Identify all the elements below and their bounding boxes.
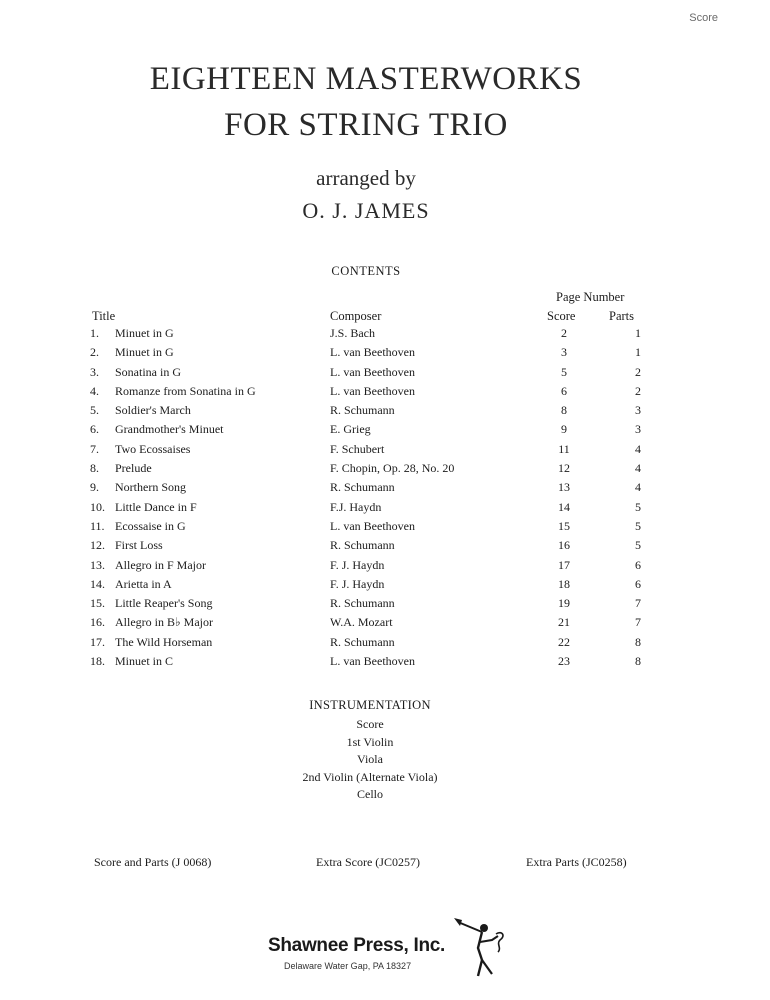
arranger-name: O. J. JAMES <box>302 198 430 223</box>
piece-parts-page: 4 <box>635 461 641 476</box>
piece-parts-page: 3 <box>635 422 641 437</box>
title-line-1: EIGHTEEN MASTERWORKS <box>149 61 583 97</box>
contents-row <box>0 403 770 422</box>
piece-score-page: 2 <box>561 326 567 340</box>
piece-parts-page: 6 <box>635 576 641 591</box>
contents-row <box>0 500 770 519</box>
contents-row <box>0 615 770 634</box>
piece-number: 13. <box>90 557 105 572</box>
instrumentation-item: 1st Violin <box>346 734 394 749</box>
arranged-by-label: arranged by <box>316 166 416 190</box>
piece-score-page: 16 <box>558 538 570 553</box>
piece-number: 11. <box>90 518 105 533</box>
piece-parts-page: 5 <box>635 538 641 553</box>
piece-title: Ecossaise in G <box>115 518 186 533</box>
piece-composer: J.S. Bach <box>330 326 375 340</box>
column-header-score: Score <box>547 309 576 323</box>
instrumentation-list <box>234 716 506 804</box>
edition-score-and-parts: Score and Parts (J 0068) <box>94 855 212 869</box>
piece-title: Minuet in G <box>115 345 174 360</box>
piece-parts-page: 4 <box>635 441 641 456</box>
piece-composer: L. van Beethoven <box>330 364 415 379</box>
piece-parts-page: 5 <box>635 499 641 514</box>
piece-composer: L. van Beethoven <box>330 345 415 360</box>
publisher-address: Delaware Water Gap, PA 18327 <box>284 961 412 971</box>
instrumentation-item: 2nd Violin (Alternate Viola) <box>302 769 438 784</box>
piece-title: Arietta in A <box>115 576 172 591</box>
piece-title: First Loss <box>115 538 163 553</box>
piece-number: 18. <box>90 654 105 669</box>
edition-extra-parts: Extra Parts (JC0258) <box>526 855 627 869</box>
piece-number: 12. <box>90 538 105 553</box>
piece-number: 2. <box>90 345 99 360</box>
piece-title: Allegro in B♭ Major <box>115 615 213 630</box>
book-title <box>0 56 732 148</box>
piece-title: Minuet in C <box>115 654 174 669</box>
piece-number: 8. <box>90 461 99 476</box>
piece-composer: F.J. Haydn <box>330 499 382 514</box>
contents-row <box>0 326 770 345</box>
piece-title: Prelude <box>115 461 152 476</box>
piece-score-page: 15 <box>558 518 570 533</box>
instrumentation-heading: INSTRUMENTATION <box>309 698 431 712</box>
piece-title: Grandmother's Minuet <box>115 422 224 437</box>
piece-composer: L. van Beethoven <box>330 654 415 669</box>
piece-composer: F. Schubert <box>330 441 385 456</box>
piece-title: Northern Song <box>115 480 186 495</box>
piece-number: 1. <box>90 326 99 340</box>
contents-row <box>0 538 770 557</box>
piece-number: 16. <box>90 615 105 630</box>
piece-title: Allegro in F Major <box>115 557 206 572</box>
piece-composer: R. Schumann <box>330 403 395 418</box>
contents-list <box>0 326 770 673</box>
instrumentation-item: Score <box>356 717 384 731</box>
piece-parts-page: 1 <box>635 345 641 360</box>
piece-composer: F. Chopin, Op. 28, No. 20 <box>330 461 455 476</box>
piece-score-page: 17 <box>558 557 570 572</box>
column-header-parts: Parts <box>609 309 634 323</box>
piece-parts-page: 7 <box>635 615 641 630</box>
piece-parts-page: 8 <box>635 634 641 649</box>
piece-composer: R. Schumann <box>330 480 395 495</box>
contents-row <box>0 577 770 596</box>
piece-number: 7. <box>90 441 99 456</box>
piece-parts-page: 7 <box>635 596 641 611</box>
piece-title: Romanze from Sonatina in G <box>115 383 256 398</box>
piece-score-page: 22 <box>558 634 570 649</box>
piece-title: Soldier's March <box>115 403 191 418</box>
contents-row <box>0 635 770 654</box>
piece-number: 15. <box>90 596 105 611</box>
piece-title: The Wild Horseman <box>115 634 213 649</box>
piece-composer: E. Grieg <box>330 422 371 437</box>
corner-tag: Score <box>689 12 718 24</box>
piece-parts-page: 4 <box>635 480 641 495</box>
piece-number: 4. <box>90 383 99 398</box>
piece-number: 9. <box>90 480 99 495</box>
piece-title: Two Ecossaises <box>115 441 191 456</box>
contents-row <box>0 596 770 615</box>
piece-title: Little Dance in F <box>115 499 197 514</box>
piece-score-page: 19 <box>558 596 570 611</box>
piece-parts-page: 5 <box>635 518 641 533</box>
piece-parts-page: 2 <box>635 364 641 379</box>
piece-score-page: 13 <box>558 480 570 495</box>
column-header-composer: Composer <box>330 309 382 323</box>
piece-composer: R. Schumann <box>330 634 395 649</box>
contents-heading: CONTENTS <box>331 264 401 278</box>
contents-row <box>0 480 770 499</box>
piece-score-page: 23 <box>558 654 570 669</box>
publisher-name: Shawnee Press, Inc. <box>268 935 445 956</box>
piece-number: 6. <box>90 422 99 437</box>
edition-extra-score: Extra Score (JC0257) <box>316 855 420 869</box>
contents-row <box>0 422 770 441</box>
trumpeter-icon <box>452 918 508 978</box>
piece-score-page: 8 <box>561 403 567 418</box>
piece-number: 3. <box>90 364 99 379</box>
instrumentation-item: Cello <box>357 787 383 801</box>
contents-row <box>0 461 770 480</box>
contents-row <box>0 654 770 673</box>
piece-score-page: 5 <box>561 364 567 379</box>
page-number-heading: Page Number <box>556 290 625 304</box>
piece-composer: F. J. Haydn <box>330 557 385 572</box>
piece-score-page: 11 <box>558 441 570 456</box>
piece-number: 10. <box>90 499 105 514</box>
piece-score-page: 21 <box>558 615 570 630</box>
piece-composer: R. Schumann <box>330 538 395 553</box>
contents-row <box>0 442 770 461</box>
piece-composer: W.A. Mozart <box>330 615 393 630</box>
piece-score-page: 12 <box>558 461 570 476</box>
piece-composer: L. van Beethoven <box>330 383 415 398</box>
piece-parts-page: 1 <box>635 326 641 340</box>
piece-composer: F. J. Haydn <box>330 576 385 591</box>
piece-title: Minuet in G <box>115 326 174 340</box>
piece-parts-page: 2 <box>635 383 641 398</box>
piece-parts-page: 6 <box>635 557 641 572</box>
title-line-2: FOR STRING TRIO <box>224 107 508 143</box>
piece-title: Sonatina in G <box>115 364 181 379</box>
column-header-title: Title <box>92 309 116 323</box>
piece-score-page: 9 <box>561 422 567 437</box>
contents-row <box>0 519 770 538</box>
piece-number: 17. <box>90 634 105 649</box>
contents-row <box>0 384 770 403</box>
piece-number: 14. <box>90 576 105 591</box>
instrumentation-item: Viola <box>357 752 383 766</box>
piece-score-page: 6 <box>561 383 567 398</box>
contents-row <box>0 365 770 384</box>
piece-parts-page: 3 <box>635 403 641 418</box>
piece-composer: R. Schumann <box>330 596 395 611</box>
piece-parts-page: 8 <box>635 654 641 669</box>
contents-row <box>0 558 770 577</box>
piece-score-page: 18 <box>558 576 570 591</box>
piece-composer: L. van Beethoven <box>330 518 415 533</box>
piece-score-page: 14 <box>558 499 570 514</box>
contents-row <box>0 345 770 364</box>
piece-score-page: 3 <box>561 345 567 360</box>
piece-title: Little Reaper's Song <box>115 596 213 611</box>
piece-number: 5. <box>90 403 99 418</box>
